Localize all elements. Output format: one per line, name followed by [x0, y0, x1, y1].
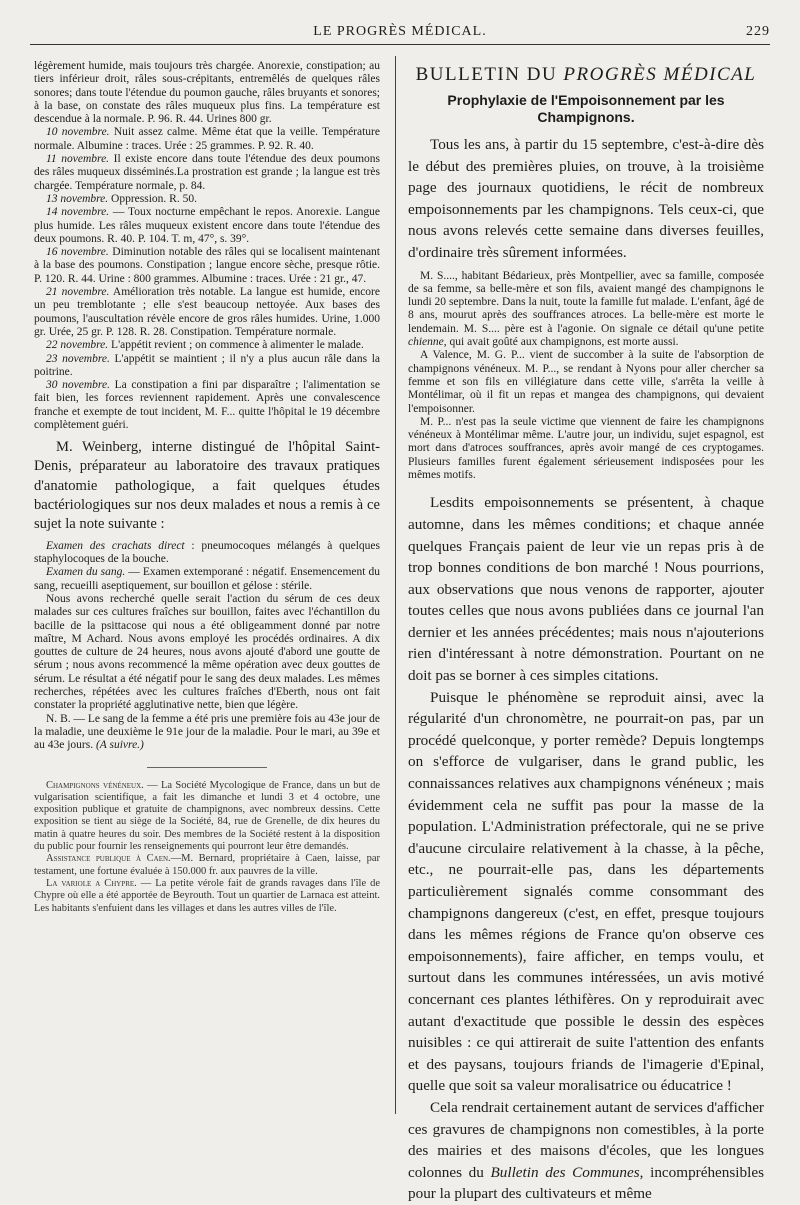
right-column [408, 60, 764, 1205]
column-divider [395, 56, 396, 1114]
article-paragraph: Lesdits empoisonnements se présentent, à chaque automne, dans les mêmes conditions; et chaque année quelques Français paient de leur vie un repas pris à de trop bonnes conditions de bon marché ! Nous pourrions, aux observations que nous venons de rapporter, ajouter toutes celles que nous avons publiées dans ce journal l'an dernier et les années précédentes; mais nous n'ajouterions rien d'intéressant à notre démonstration. Pourtant on ne doit pas se borner à ces simples citations. [408, 494, 764, 685]
running-header [30, 24, 770, 42]
article-title: Prophylaxie de l'Empoisonnement par les Champignons. [447, 92, 725, 125]
section-divider [147, 767, 267, 768]
left-column [34, 60, 380, 915]
nb-paragraph: N. B. — Le sang de la femme a été pris une première fois au 43e jour de la maladie, une deuxième le 91e jour de la maladie. Pour le mari, au 39e et au 43e jours. (A suivre.) [34, 712, 380, 752]
observation-paragraph: légèrement humide, mais toujours très chargée. Anorexie, constipation; au tiers inférieur droit, râles sous-crépitants, entremêlés de quelques râles sonores; dans toute l'étendue du poumon gauche, râles bruyants et sonores; à la base, on constate des râles muqueux plus fins. La température est descendue à la normale. P. 96. R. 44. Urines 800 gr. [34, 60, 380, 126]
report-valence: A Valence, M. G. P... vient de succomber à la suite de l'absorption de champignons vénéneux. M. P..., se rendant à Nyons pour aller chercher sa femme et son fils en villégiature dans cette ville, s'arrêta la veille à Montélimar, où il fit un repas et mangea des champignons, qui devaient l'empoisonner. [408, 349, 764, 415]
observation-paragraph: 23 novembre. L'appétit se maintient ; il n'y a plus aucun râle dans la poitrine. [34, 352, 381, 378]
report-bedarieux: M. S...., habitant Bédarieux, près Montpellier, avec sa famille, composée de sa femme, sa belle-mère et son fils, avaient mangé des champignons le lundi 20 septembre. Dans la nuit, toute la famille fut malade. L'enfant, âgé de 8 ans, mourut après des souffrances atroces. La belle-mère est morte le lendemain. M. S.... père est à l'agonie. On signale ce détail qu'une petite chienne, qui avait goûté aux champignons, est morte aussi. [408, 269, 764, 349]
article-body-intro [408, 134, 764, 264]
weinberg-intro [34, 438, 380, 533]
header-rule [30, 44, 770, 45]
news-item: Assistance publique à Caen.—M. Bernard, propriétaire à Caen, laisse, par testament, une fortune évaluée à 150.000 fr. aux pauvres de la ville. [34, 853, 380, 877]
article-paragraph: Cela rendrait certainement autant de services d'afficher ces gravures de champignons non comestibles, à la porte des mairies et des maisons d'écoles, que les longues colonnes du Bulletin des Communes, incompréhensibles pour la plupart des cultivateurs et même [408, 1098, 764, 1203]
intro-paragraph: M. Weinberg, interne distingué de l'hôpital Saint-Denis, préparateur au laboratoire des travaux pratiques d'anatomie pathologique, a fait quelques études bactériologiques sur nos deux malades et nous a remis à ce sujet la note suivante : [34, 439, 380, 532]
observation-paragraph: 21 novembre. Amélioration très notable. La langue est humide, encore un peu tremblotante ; elle s'est beaucoup nettoyée. Aux bases des poumons, l'auscultation révèle encore de gros râles humides. Urine, 1.000 gr. Urée, 25 gr. P. 128. R. 28. Constipation. Température normale. [34, 286, 380, 338]
observation-paragraph: 22 novembre. L'appétit revient ; on commence à alimenter le malade. [46, 339, 364, 352]
exam-sputum: Examen des crachats direct : pneumocoques mélangés à quelques staphylocoques de la bouche. [34, 539, 380, 566]
case-observation [34, 60, 380, 432]
observation-paragraph: 11 novembre. Il existe encore dans toute l'étendue des deux poumons des râles muqueux disséminés.La prostration est grande ; la langue est très chargée. Température normale, p. 84. [34, 153, 380, 192]
research-paragraph: Nous avons recherché quelle serait l'action du sérum de ces deux malades sur ces cultures fraîches sur bouillon, faites avec l'échantillon du bacille de la psittacose qui nous a été obligeamment donné par notre maître, M Achard. Nous avons employé les procédés ordinaires. A dix gouttes de culture de 24 heures, nous avons ajouté d'abord une goutte de sérum ; nous avons recommencé la même opération avec deux gouttes de sérum. Le résultat a été négatif pour le sang des deux malades. Les mêmes recherches, répétées avec les cultures fraîches d'Eberth, nous ont fait constater la propriété agglutinative nette, bien que légère. [34, 592, 380, 712]
observation-paragraph: 16 novembre. Diminution notable des râles qui se localisent maintenant à la base des poumons. Constipation ; langue encore sèche, presque rôtie. P. 120. R. 44. Urine : 800 grammes. Albumine : traces. Urée : 21 gr., 47. [34, 246, 380, 285]
exam-blood: Examen du sang. — Examen extemporané : négatif. Ensemencement du sang, recueilli aseptiquement, sur bouillon et gélose : stérile. [34, 566, 381, 592]
observation-paragraph: 10 novembre. Nuit assez calme. Même état que la veille. Température normale. Albumine : traces. Urée : 25 grammes. P. 92. R. 40. [34, 126, 380, 152]
article-paragraph: Tous les ans, à partir du 15 septembre, c'est-à-dire dès le début des premières pluies, on trouve, à la troisième page des journaux quotidiens, le récit de nombreux empoisonnements par les champignons. Tels ceux-ci, que nous avons relevés cette semaine dans diverses feuilles, d'ordinaire très sûrement informées. [408, 136, 764, 261]
observation-paragraph: 14 novembre. — Toux nocturne empêchant le repos. Anorexie. Langue plus humide. Les râles muqueux existent encore dans toute l'étendue des deux poumons. R. 40. P. 104. T. m, 47°, s. 39°. [34, 206, 380, 245]
article-paragraph: Puisque le phénomène se reproduit ainsi, avec la régularité d'un chronomètre, ne pourrait-on pas, par un procédé quelconque, y porter remède? Depuis longtemps on s'efforce de vulgariser, dans le grand public, les connaissances relatives aux champignons vénéneux ; mais évidemment cela ne suffit pas pour la masse de la population. L'Administration préfectorale, qui ne se prive d'aucune circulaire relativement à la chasse, à la pêche, etc., ne pourrait-elle pas, dans les départements particulièrement signalés comme consommant des champignons dangereux (c'est, en effet, presque toujours dans les mêmes régions de France qu'on observe ces empoisonnements), faire afficher, en temps voulu, et surtout dans les communes intéressées, un avis motivé concernant ces plantes léthifères. On y reproduirait avec autant d'exactitude que possible le dessin des espèces nuisibles : ce qui attirerait de suite l'attention des enfants et des paysans, toujours friands de l'imagerie d'Epinal, quelle que soit sa valeur moralisatrice ou éducatrice ! [408, 688, 764, 1095]
news-item: Champignons vénéneux. — La Société Mycologique de France, dans un but de vulgarisation scientifique, a fait les dimanche et lundi 3 et 4 octobre, une exposition publique et gratuite de champignons, avec nombreux dessins. Cette exposition se tient au siège de la Société, 84, rue de Grenelle, de dix heures du matin à quatre heures du soir. Des membres de la Société restent à la disposition du public pour fournir les renseignements qui pourront leur être demandés. [34, 779, 380, 853]
news-items [34, 780, 380, 915]
observation-paragraph: 30 novembre. La constipation a fini par disparaître ; l'alimentation se fait bien, les forces reviennent rapidement. Après une convalescence franche et exempte de tout incident, M. F... quitte l'hôpital le 19 décembre complètement guéri. [34, 379, 380, 432]
report-montelimar: M. P... n'est pas la seule victime que viennent de faire les champignons vénéneux à Montélimar même. L'autre jour, un individu, sujet espagnol, est mort dans d'atroces souffrances, après avoir mangé de ces cryptogames. Plusieurs familles furent également sérieusement indisposées pour les mêmes motifs. [408, 415, 764, 482]
bacteriology-notes [34, 540, 380, 753]
news-item: La variole a Chypre. — La petite vérole fait de grands ravages dans l'île de Chypre où elle a été apportée de Beyrouth. Tout un quartier de Larnaca est atteint. Les habitants s'enfuient dans les villages et dans les autres villes de l'île. [34, 877, 380, 914]
page-number: 229 [746, 24, 770, 39]
observation-paragraph: 13 novembre. Oppression. R. 50. [46, 192, 197, 205]
bulletin-heading: BULLETIN DU PROGRÈS MÉDICAL [415, 64, 757, 85]
journal-title: LE PROGRÈS MÉDICAL. [313, 24, 487, 39]
article-body [408, 492, 764, 1205]
to-be-continued: (A suivre.) [95, 739, 144, 752]
quoted-reports [408, 270, 764, 483]
